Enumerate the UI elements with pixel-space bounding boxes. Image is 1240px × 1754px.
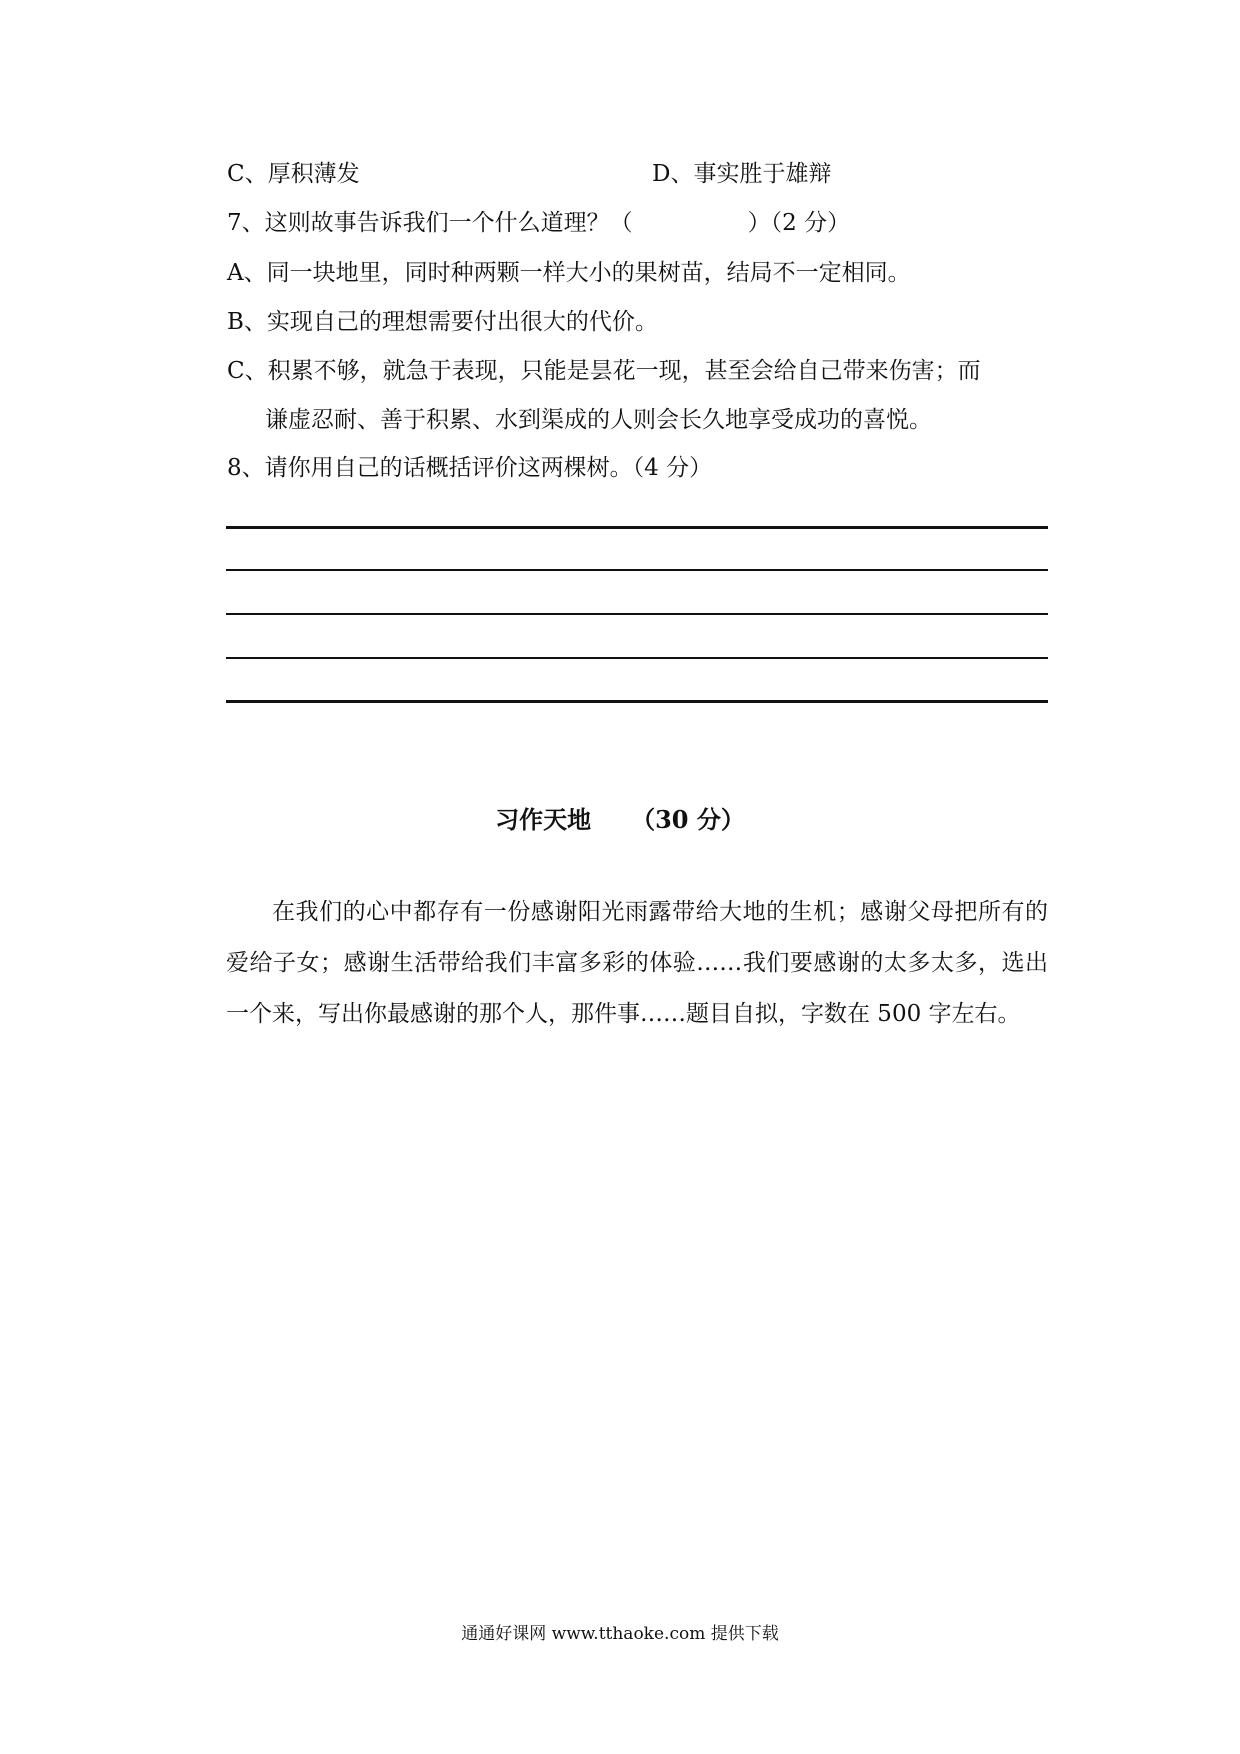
q7-option-c-line1: C、积累不够，就急于表现，只能是昙花一现，甚至会给自己带来伤害；而 [227, 358, 981, 384]
answer-line-3[interactable] [226, 613, 1048, 615]
q7-option-c-line2: 谦虚忍耐、善于积累、水到渠成的人则会长久地享受成功的喜悦。 [265, 407, 932, 433]
answer-line-1[interactable] [226, 526, 1048, 529]
q6-option-c: C、厚积薄发 [227, 161, 360, 187]
answer-line-2[interactable] [226, 569, 1048, 571]
q7-option-b: B、实现自己的理想需要付出很大的代价。 [227, 309, 658, 335]
q7-question: 7、这则故事告诉我们一个什么道理？（ ）（2 分） [227, 210, 851, 236]
essay-prompt: 在我们的心中都存有一份感谢阳光雨露带给大地的生机；感谢父母把所有的爱给子女；感谢生活带给我们丰富多彩的体验……我们要感谢的太多太多，选出一个来，写出你最感谢的那个人，那件事……题目自拟，字数在 500 字左右。 [226, 899, 1048, 1027]
answer-line-5[interactable] [226, 700, 1048, 703]
answer-line-4[interactable] [226, 657, 1048, 659]
q8-question: 8、请你用自己的话概括评价这两棵树。（4 分） [227, 455, 713, 481]
essay-title: 习作天地 [495, 805, 592, 834]
essay-points: （30 分） [631, 805, 745, 834]
q6-option-d: D、事实胜于雄辩 [652, 161, 832, 187]
essay-section-title [0, 804, 1240, 836]
q7-option-a: A、同一块地里，同时种两颗一样大小的果树苗，结局不一定相同。 [227, 260, 911, 286]
page-footer: 通通好课网 www.tthaoke.com 提供下载 [461, 1624, 779, 1644]
